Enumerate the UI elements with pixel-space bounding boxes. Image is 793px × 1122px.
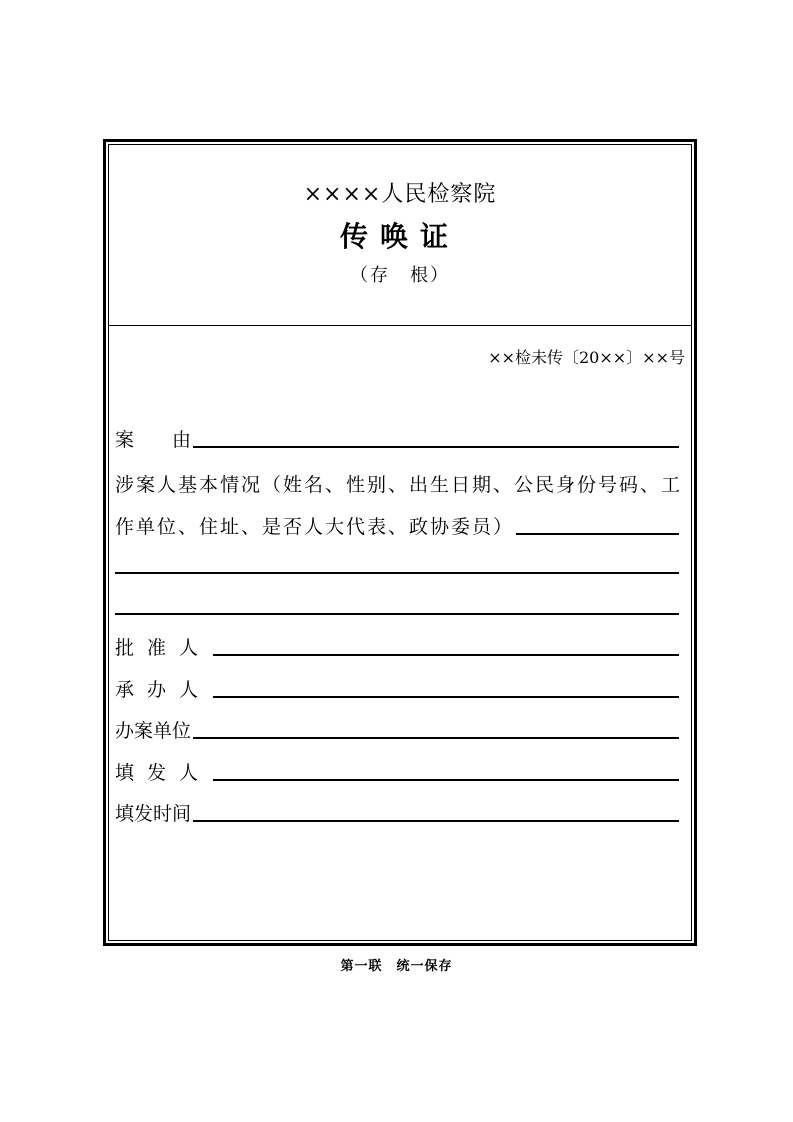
handler-row (115, 674, 679, 702)
case-cause-row (115, 424, 679, 452)
person-info-label-line2: 作单位、住址、是否人大代表、政协委员） (115, 516, 515, 538)
approver-row (115, 632, 679, 660)
case-cause-label: 案 由 (115, 429, 192, 451)
issue-time-line[interactable] (193, 819, 679, 822)
issuer-row (115, 757, 679, 785)
form-header (109, 145, 691, 326)
person-info-line[interactable] (516, 533, 679, 535)
handling-unit-label: 办案单位 (115, 720, 192, 742)
blank-line-1[interactable] (115, 572, 679, 574)
blank-line-2[interactable] (115, 613, 679, 615)
person-info-label-line1: 涉案人基本情况（姓名、性别、出生日期、公民身份号码、工 (115, 474, 683, 496)
approver-label: 批准人 (115, 637, 212, 659)
issuer-label: 填发人 (115, 762, 212, 784)
issue-time-label: 填发时间 (115, 803, 192, 825)
page-footer: 第一联 统一保存 (340, 959, 453, 974)
handling-unit-line[interactable] (193, 736, 679, 739)
document-number: ××检未传〔20××〕××号 (488, 348, 685, 367)
case-cause-line[interactable] (193, 445, 679, 448)
form-outer-border (103, 139, 697, 946)
approver-line[interactable] (213, 653, 679, 656)
form-subtitle: （存 根） (350, 265, 450, 286)
handler-line[interactable] (213, 695, 679, 698)
issue-time-row (115, 798, 679, 826)
person-info-row (115, 511, 679, 539)
handling-unit-row (115, 715, 679, 743)
handler-label: 承办人 (115, 679, 212, 701)
court-name: ××××人民检察院 (303, 182, 497, 207)
form-title: 传唤证 (339, 220, 460, 253)
issuer-line[interactable] (213, 778, 679, 781)
form-inner-border (108, 144, 692, 941)
